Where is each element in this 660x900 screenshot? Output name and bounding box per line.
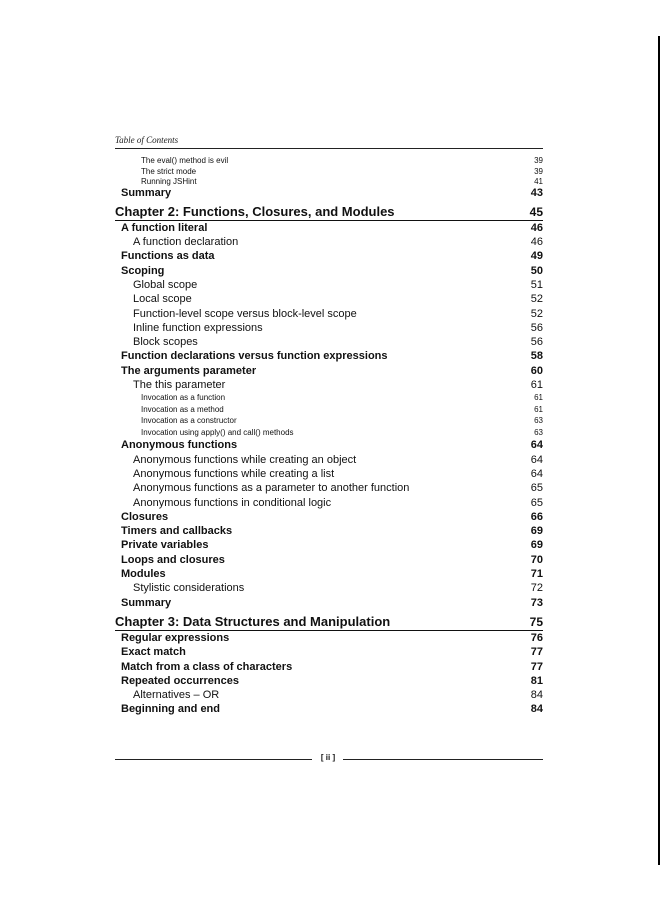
toc-list [115,155,543,718]
toc-entry-page: 43 [530,186,543,199]
toc-entry[interactable] [115,482,543,496]
header-rule [115,148,543,149]
toc-entry-page: 73 [530,596,543,609]
toc-chapter-entry[interactable] [115,204,543,220]
toc-entry-page: 64 [530,453,543,466]
toc-entry[interactable] [115,497,543,511]
toc-entry-title: Exact match [121,646,186,659]
toc-entry[interactable] [115,568,543,582]
toc-entry[interactable] [115,279,543,293]
toc-entry-page: 46 [530,221,543,234]
toc-entry-title: Chapter 3: Data Structures and Manipulation [115,613,391,629]
toc-entry-title: Invocation as a function [141,393,226,403]
toc-entry[interactable] [115,322,543,336]
toc-entry-title: Anonymous functions while creating a list [133,467,335,480]
toc-entry-page: 81 [530,674,543,687]
toc-entry-page: 64 [530,439,543,452]
toc-entry-title: Function declarations versus function expressions [121,350,388,363]
toc-entry[interactable] [115,155,543,166]
toc-entry[interactable] [115,525,543,539]
toc-entry[interactable] [115,176,543,187]
toc-entry-page: 70 [530,553,543,566]
toc-entry[interactable] [115,661,543,675]
toc-entry-page: 61 [530,379,543,392]
toc-entry-page: 65 [530,482,543,495]
toc-entry-page: 45 [529,204,543,219]
toc-chapter-entry[interactable] [115,614,543,630]
toc-entry-page: 66 [530,510,543,523]
page-number: [ ii ] [320,753,336,762]
toc-entry-title: Beginning and end [121,703,220,716]
toc-entry-page: 51 [530,278,543,291]
toc-entry-title: Alternatives – OR [133,689,220,702]
page-footer [115,753,543,765]
toc-entry-page: 63 [534,416,543,426]
toc-entry[interactable] [115,582,543,596]
toc-entry-page: 72 [530,582,543,595]
toc-entry-title: Regular expressions [121,631,230,644]
toc-entry[interactable] [115,597,543,611]
toc-entry[interactable] [115,703,543,717]
toc-entry-page: 52 [530,293,543,306]
toc-entry-title: Function-level scope versus block-level scope [133,307,357,320]
toc-entry[interactable] [115,646,543,660]
toc-entry-page: 77 [530,660,543,673]
toc-entry[interactable] [115,187,543,201]
toc-entry-page: 84 [530,703,543,716]
toc-entry[interactable] [115,265,543,279]
toc-entry[interactable] [115,539,543,553]
toc-entry-title: Anonymous functions as a parameter to another function [133,482,410,495]
toc-entry[interactable] [115,675,543,689]
toc-entry-title: Scoping [121,264,165,277]
toc-entry-page: 69 [530,525,543,538]
toc-entry[interactable] [115,393,543,405]
toc-entry[interactable] [115,293,543,307]
toc-entry-title: The strict mode [141,166,197,176]
toc-entry-title: Stylistic considerations [133,582,245,595]
toc-entry-title: Block scopes [133,336,198,349]
toc-entry-page: 61 [534,393,543,403]
toc-entry-page: 46 [530,236,543,249]
toc-entry-page: 71 [530,568,543,581]
toc-entry[interactable] [115,428,543,440]
toc-entry-title: Invocation as a method [141,404,224,414]
toc-entry[interactable] [115,222,543,236]
toc-entry[interactable] [115,308,543,322]
toc-entry-page: 58 [530,350,543,363]
toc-entry[interactable] [115,336,543,350]
toc-entry[interactable] [115,554,543,568]
toc-entry-page: 76 [530,631,543,644]
toc-entry-title: Private variables [121,539,209,552]
toc-entry-page: 60 [530,364,543,377]
toc-entry-page: 61 [534,404,543,414]
toc-entry-title: Anonymous functions [121,439,238,452]
toc-entry-title: A function literal [121,221,208,234]
toc-entry-title: Closures [121,510,169,523]
toc-entry[interactable] [115,632,543,646]
toc-entry-page: 69 [530,539,543,552]
toc-entry-title: Running JSHint [141,177,197,186]
toc-entry-page: 39 [534,166,543,176]
toc-entry[interactable] [115,416,543,428]
toc-entry-page: 50 [530,264,543,277]
toc-entry-title: Summary [121,186,172,199]
toc-entry[interactable] [115,250,543,264]
toc-entry[interactable] [115,511,543,525]
toc-entry[interactable] [115,166,543,177]
toc-entry-page: 64 [530,467,543,480]
toc-entry[interactable] [115,454,543,468]
toc-entry-title: Anonymous functions while creating an object [133,453,357,466]
toc-entry-page: 39 [534,156,543,165]
toc-entry-title: Modules [121,568,166,581]
toc-entry[interactable] [115,405,543,417]
toc-entry[interactable] [115,236,543,250]
toc-entry-title: Invocation using apply() and call() methods [141,427,294,437]
toc-entry-title: Local scope [133,293,192,306]
toc-entry[interactable] [115,689,543,703]
toc-entry-page: 41 [534,177,543,186]
toc-entry-page: 56 [530,321,543,334]
toc-entry-page: 52 [530,307,543,320]
toc-entry-page: 63 [534,427,543,437]
toc-entry-page: 75 [529,614,543,629]
toc-entry-title: The this parameter [133,379,226,392]
toc-entry-page: 84 [530,689,543,702]
toc-entry-title: Inline function expressions [133,321,263,334]
toc-entry-title: Anonymous functions in conditional logic [133,496,332,509]
toc-entry-title: Chapter 2: Functions, Closures, and Modules [115,203,395,219]
toc-entry[interactable] [115,350,543,364]
toc-entry-page: 77 [530,646,543,659]
toc-entry-page: 56 [530,336,543,349]
footer-rule-left [115,759,312,760]
running-header: Table of Contents [115,135,179,145]
toc-entry-title: The eval() method is evil [141,156,229,165]
toc-entry[interactable] [115,468,543,482]
toc-entry-title: Global scope [133,278,198,291]
toc-entry-title: Invocation as a constructor [141,416,237,426]
toc-entry[interactable] [115,379,543,393]
toc-entry-title: Loops and closures [121,553,225,566]
toc-entry-page: 49 [530,250,543,263]
toc-entry-title: The arguments parameter [121,364,257,377]
toc-entry-page: 65 [530,496,543,509]
toc-entry-title: Functions as data [121,250,215,263]
toc-entry-title: A function declaration [133,236,239,249]
toc-entry-title: Match from a class of characters [121,660,293,673]
toc-entry[interactable] [115,439,543,453]
toc-entry-title: Summary [121,596,172,609]
toc-entry-title: Repeated occurrences [121,674,239,687]
footer-rule-right [343,759,543,760]
toc-entry[interactable] [115,365,543,379]
toc-entry-title: Timers and callbacks [121,525,233,538]
